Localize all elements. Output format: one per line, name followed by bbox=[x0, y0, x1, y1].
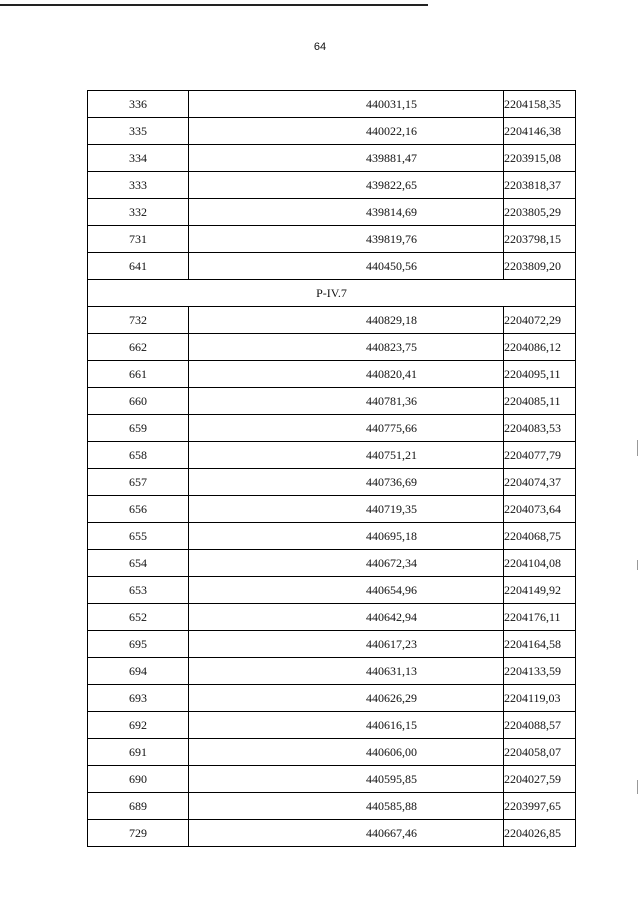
x-coordinate-cell: 440820,41 bbox=[189, 361, 504, 388]
point-number-cell: 731 bbox=[88, 226, 189, 253]
y-coordinate-cell: 2204176,11 bbox=[504, 604, 576, 631]
x-coordinate-cell: 440642,94 bbox=[189, 604, 504, 631]
x-coordinate-cell: 440781,36 bbox=[189, 388, 504, 415]
x-coordinate-cell: 439881,47 bbox=[189, 145, 504, 172]
point-number-cell: 336 bbox=[88, 91, 189, 118]
table-row bbox=[88, 415, 576, 442]
table-row bbox=[88, 631, 576, 658]
y-coordinate-cell: 2203805,29 bbox=[504, 199, 576, 226]
table-row bbox=[88, 712, 576, 739]
section-label: P-IV.7 bbox=[88, 280, 576, 307]
point-number-cell: 692 bbox=[88, 712, 189, 739]
y-coordinate-cell: 2204133,59 bbox=[504, 658, 576, 685]
point-number-cell: 660 bbox=[88, 388, 189, 415]
y-coordinate-cell: 2204085,11 bbox=[504, 388, 576, 415]
y-coordinate-cell: 2204164,58 bbox=[504, 631, 576, 658]
y-coordinate-cell: 2204068,75 bbox=[504, 523, 576, 550]
y-coordinate-cell: 2203798,15 bbox=[504, 226, 576, 253]
x-coordinate-cell: 440631,13 bbox=[189, 658, 504, 685]
table-row bbox=[88, 766, 576, 793]
y-coordinate-cell: 2203915,08 bbox=[504, 145, 576, 172]
point-number-cell: 333 bbox=[88, 172, 189, 199]
x-coordinate-cell: 439822,65 bbox=[189, 172, 504, 199]
point-number-cell: 689 bbox=[88, 793, 189, 820]
point-number-cell: 653 bbox=[88, 577, 189, 604]
x-coordinate-cell: 440823,75 bbox=[189, 334, 504, 361]
x-coordinate-cell: 440606,00 bbox=[189, 739, 504, 766]
x-coordinate-cell: 440695,18 bbox=[189, 523, 504, 550]
x-coordinate-cell: 440616,15 bbox=[189, 712, 504, 739]
scan-edge-mark bbox=[637, 560, 638, 570]
y-coordinate-cell: 2204026,85 bbox=[504, 820, 576, 847]
x-coordinate-cell: 440775,66 bbox=[189, 415, 504, 442]
point-number-cell: 729 bbox=[88, 820, 189, 847]
coordinates-table-body-after bbox=[88, 307, 576, 847]
point-number-cell: 732 bbox=[88, 307, 189, 334]
y-coordinate-cell: 2204072,29 bbox=[504, 307, 576, 334]
x-coordinate-cell: 440672,34 bbox=[189, 550, 504, 577]
y-coordinate-cell: 2204146,38 bbox=[504, 118, 576, 145]
y-coordinate-cell: 2203809,20 bbox=[504, 253, 576, 280]
point-number-cell: 694 bbox=[88, 658, 189, 685]
top-rule bbox=[0, 4, 428, 6]
table-row bbox=[88, 199, 576, 226]
y-coordinate-cell: 2203997,65 bbox=[504, 793, 576, 820]
x-coordinate-cell: 440719,35 bbox=[189, 496, 504, 523]
point-number-cell: 658 bbox=[88, 442, 189, 469]
x-coordinate-cell: 440736,69 bbox=[189, 469, 504, 496]
table-row bbox=[88, 820, 576, 847]
point-number-cell: 655 bbox=[88, 523, 189, 550]
table-row bbox=[88, 685, 576, 712]
scan-edge-mark bbox=[637, 780, 638, 794]
point-number-cell: 662 bbox=[88, 334, 189, 361]
y-coordinate-cell: 2204027,59 bbox=[504, 766, 576, 793]
y-coordinate-cell: 2203818,37 bbox=[504, 172, 576, 199]
table-row bbox=[88, 91, 576, 118]
section-body bbox=[88, 280, 576, 307]
table-row bbox=[88, 658, 576, 685]
y-coordinate-cell: 2204077,79 bbox=[504, 442, 576, 469]
point-number-cell: 690 bbox=[88, 766, 189, 793]
table-row bbox=[88, 469, 576, 496]
y-coordinate-cell: 2204158,35 bbox=[504, 91, 576, 118]
coordinates-table-body-before bbox=[88, 91, 576, 280]
point-number-cell: 657 bbox=[88, 469, 189, 496]
y-coordinate-cell: 2204058,07 bbox=[504, 739, 576, 766]
x-coordinate-cell: 439819,76 bbox=[189, 226, 504, 253]
point-number-cell: 332 bbox=[88, 199, 189, 226]
x-coordinate-cell: 440667,46 bbox=[189, 820, 504, 847]
x-coordinate-cell: 440595,85 bbox=[189, 766, 504, 793]
y-coordinate-cell: 2204095,11 bbox=[504, 361, 576, 388]
y-coordinate-cell: 2204073,64 bbox=[504, 496, 576, 523]
table-row bbox=[88, 172, 576, 199]
y-coordinate-cell: 2204104,08 bbox=[504, 550, 576, 577]
point-number-cell: 695 bbox=[88, 631, 189, 658]
table-row bbox=[88, 118, 576, 145]
x-coordinate-cell: 439814,69 bbox=[189, 199, 504, 226]
table-row bbox=[88, 334, 576, 361]
point-number-cell: 641 bbox=[88, 253, 189, 280]
x-coordinate-cell: 440585,88 bbox=[189, 793, 504, 820]
table-row bbox=[88, 604, 576, 631]
point-number-cell: 693 bbox=[88, 685, 189, 712]
table-row bbox=[88, 388, 576, 415]
point-number-cell: 659 bbox=[88, 415, 189, 442]
table-row bbox=[88, 361, 576, 388]
x-coordinate-cell: 440654,96 bbox=[189, 577, 504, 604]
table-row bbox=[88, 145, 576, 172]
y-coordinate-cell: 2204149,92 bbox=[504, 577, 576, 604]
coordinates-table bbox=[87, 90, 576, 847]
point-number-cell: 656 bbox=[88, 496, 189, 523]
x-coordinate-cell: 440751,21 bbox=[189, 442, 504, 469]
table-row bbox=[88, 577, 576, 604]
point-number-cell: 691 bbox=[88, 739, 189, 766]
table-row bbox=[88, 523, 576, 550]
table-row bbox=[88, 253, 576, 280]
x-coordinate-cell: 440022,16 bbox=[189, 118, 504, 145]
table-row bbox=[88, 226, 576, 253]
point-number-cell: 654 bbox=[88, 550, 189, 577]
page-number: 64 bbox=[313, 41, 327, 53]
y-coordinate-cell: 2204074,37 bbox=[504, 469, 576, 496]
point-number-cell: 335 bbox=[88, 118, 189, 145]
scan-edge-mark bbox=[637, 440, 638, 456]
x-coordinate-cell: 440617,23 bbox=[189, 631, 504, 658]
table-row bbox=[88, 739, 576, 766]
point-number-cell: 661 bbox=[88, 361, 189, 388]
table-row bbox=[88, 442, 576, 469]
y-coordinate-cell: 2204119,03 bbox=[504, 685, 576, 712]
section-row bbox=[88, 280, 576, 307]
point-number-cell: 652 bbox=[88, 604, 189, 631]
y-coordinate-cell: 2204086,12 bbox=[504, 334, 576, 361]
y-coordinate-cell: 2204083,53 bbox=[504, 415, 576, 442]
table-row bbox=[88, 793, 576, 820]
table-row bbox=[88, 496, 576, 523]
x-coordinate-cell: 440450,56 bbox=[189, 253, 504, 280]
x-coordinate-cell: 440829,18 bbox=[189, 307, 504, 334]
y-coordinate-cell: 2204088,57 bbox=[504, 712, 576, 739]
x-coordinate-cell: 440626,29 bbox=[189, 685, 504, 712]
x-coordinate-cell: 440031,15 bbox=[189, 91, 504, 118]
point-number-cell: 334 bbox=[88, 145, 189, 172]
table-row bbox=[88, 550, 576, 577]
table-row bbox=[88, 307, 576, 334]
